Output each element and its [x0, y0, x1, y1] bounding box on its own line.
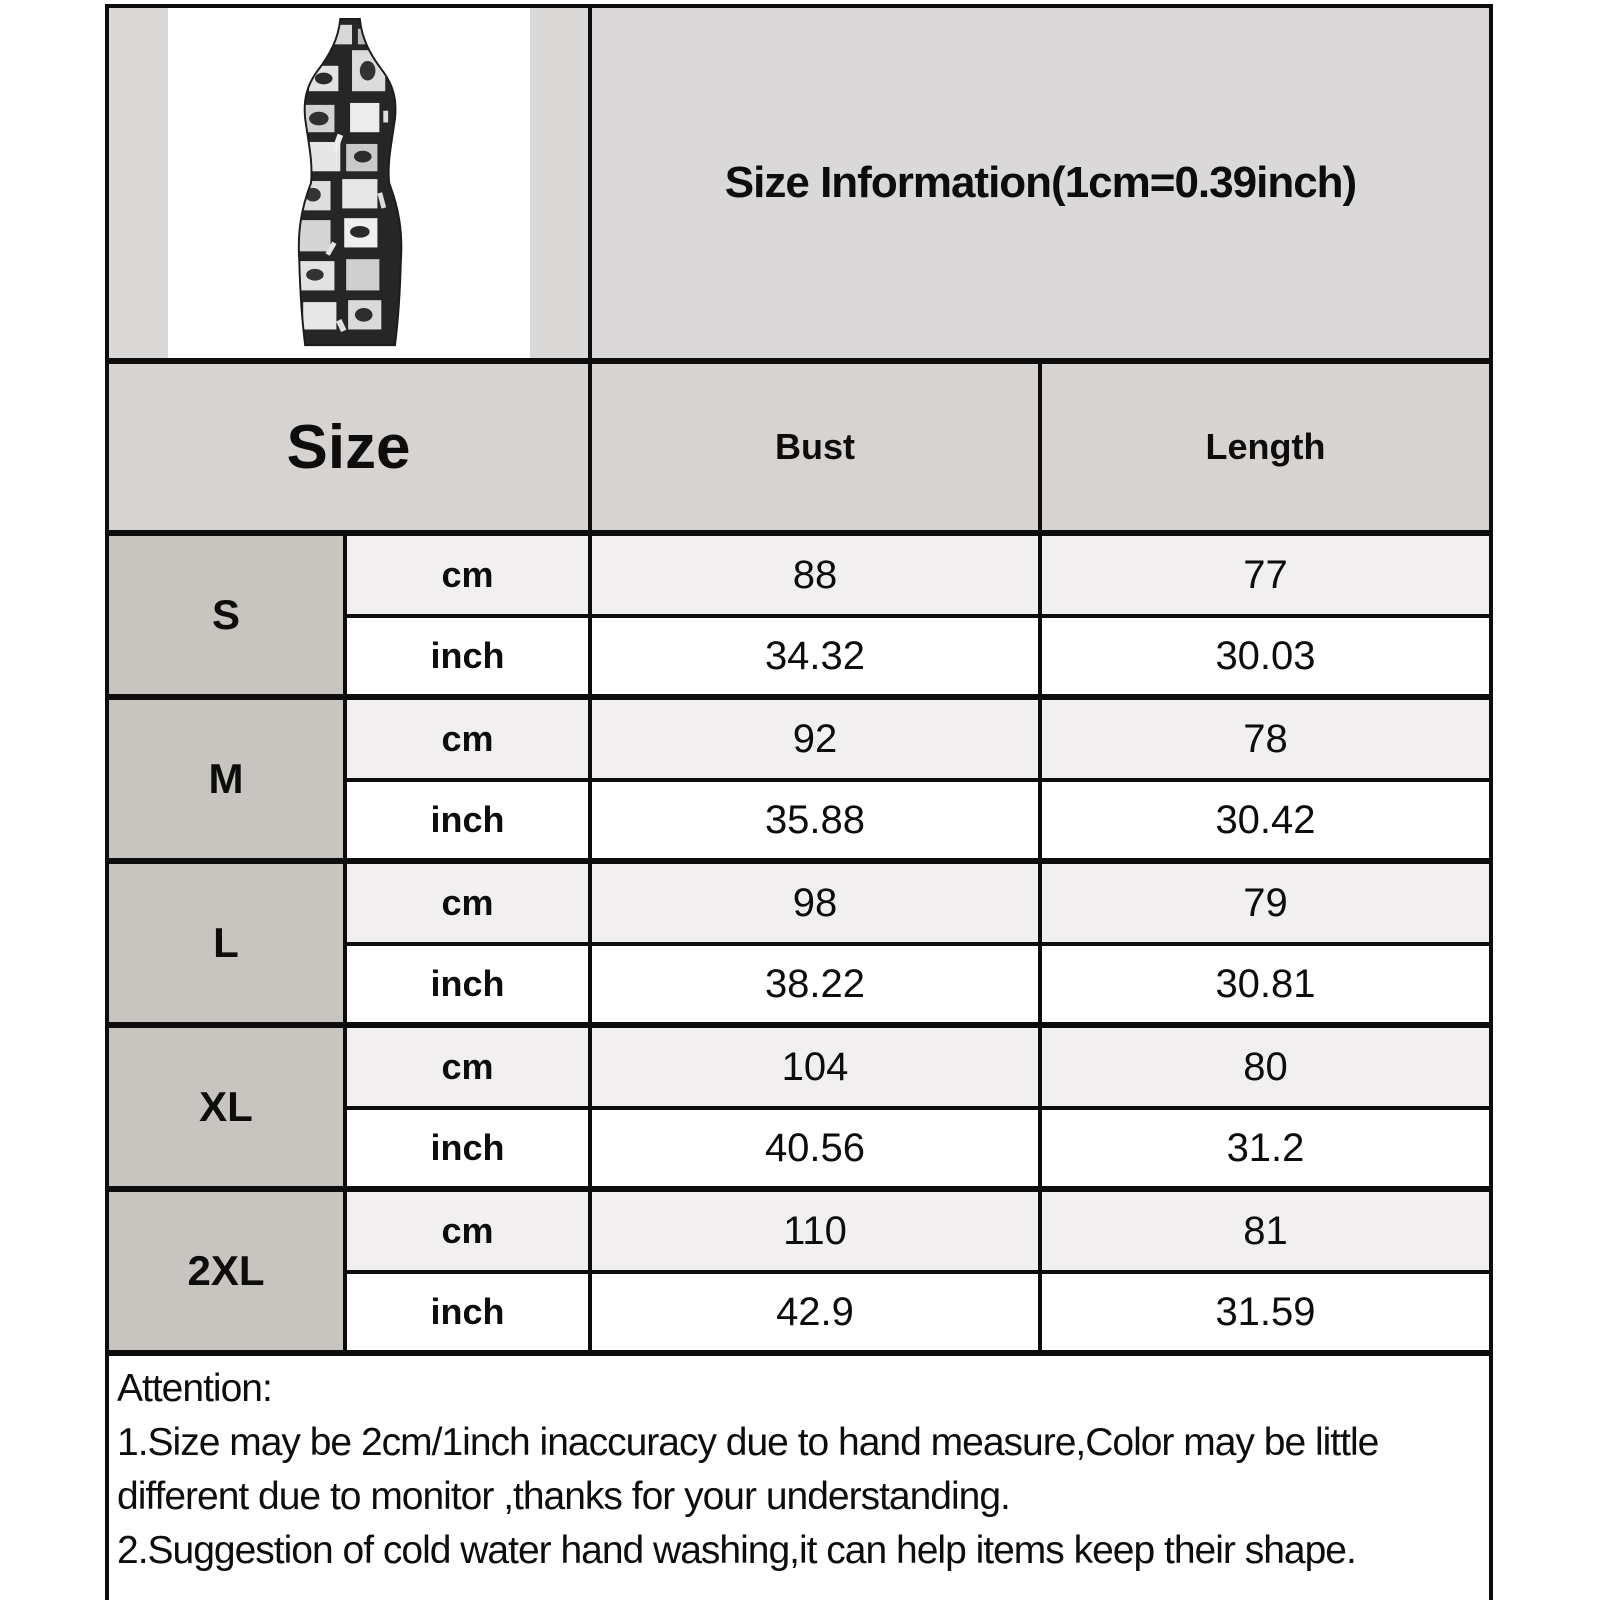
- unit-label: cm: [441, 1046, 494, 1087]
- header-bust-cell: [592, 364, 1042, 536]
- unit-cell-inch-s: [347, 618, 592, 700]
- product-photo-cell: [109, 8, 592, 364]
- unit-label: inch: [430, 799, 505, 840]
- size-label-cell-m: [109, 700, 347, 864]
- length-cm-l-cell: [1042, 864, 1489, 946]
- unit-cell-inch-2xl: [347, 1274, 592, 1356]
- unit-label: inch: [430, 963, 505, 1004]
- bust-inch-s: 34.32: [764, 633, 866, 678]
- attention-note-1: 1.Size may be 2cm/1inch inaccuracy due to hand measure,Color may be little different due to monitor ,thanks for your understanding.: [117, 1421, 1379, 1518]
- bust-inch-l-cell: [592, 946, 1042, 1028]
- bust-cm-xl: 104: [781, 1044, 849, 1089]
- unit-cell-inch-xl: [347, 1110, 592, 1192]
- product-photo: [168, 8, 530, 358]
- bust-cm-xl-cell: [592, 1028, 1042, 1110]
- title-cell: [592, 8, 1489, 364]
- unit-label: inch: [430, 635, 505, 676]
- length-inch-l-cell: [1042, 946, 1489, 1028]
- unit-label: cm: [441, 1210, 494, 1251]
- bust-inch-2xl-cell: [592, 1274, 1042, 1356]
- unit-cell-cm-2xl: [347, 1192, 592, 1274]
- dress-photo: [270, 17, 426, 349]
- unit-cell-inch-l: [347, 946, 592, 1028]
- bust-cm-l-cell: [592, 864, 1042, 946]
- size-label-cell-2xl: [109, 1192, 347, 1356]
- bust-inch-l: 38.22: [764, 961, 866, 1006]
- length-cm-s-cell: [1042, 536, 1489, 618]
- bust-cm-2xl-cell: [592, 1192, 1042, 1274]
- attention-heading: Attention:: [117, 1367, 272, 1410]
- size-info-title: Size Information(1cm=0.39inch): [724, 158, 1357, 207]
- size-label-xl: XL: [199, 1083, 253, 1130]
- bust-inch-m: 35.88: [764, 797, 866, 842]
- bust-cm-m: 92: [792, 716, 838, 761]
- length-inch-2xl-cell: [1042, 1274, 1489, 1356]
- size-label-s: S: [211, 591, 240, 638]
- bust-cm-l: 98: [792, 880, 838, 925]
- size-label-m: M: [208, 755, 244, 802]
- length-cm-xl: 80: [1243, 1044, 1288, 1089]
- header-bust-label: Bust: [775, 426, 855, 467]
- bust-cm-2xl: 110: [783, 1208, 847, 1253]
- unit-label: cm: [441, 882, 494, 923]
- length-cm-m: 78: [1243, 716, 1288, 761]
- bust-inch-xl-cell: [592, 1110, 1042, 1192]
- bust-cm-m-cell: [592, 700, 1042, 782]
- size-label-l: L: [213, 919, 239, 966]
- length-inch-m: 30.42: [1215, 797, 1316, 842]
- length-cm-s: 77: [1243, 552, 1288, 597]
- bust-inch-2xl: 42.9: [776, 1289, 854, 1334]
- bust-inch-xl: 40.56: [764, 1125, 866, 1170]
- header-length-cell: [1042, 364, 1489, 536]
- length-cm-m-cell: [1042, 700, 1489, 782]
- size-label-2xl: 2XL: [187, 1247, 265, 1294]
- size-label-cell-xl: [109, 1028, 347, 1192]
- length-inch-l: 30.81: [1215, 961, 1316, 1006]
- attention-section: [109, 1356, 1489, 1600]
- size-label-cell-l: [109, 864, 347, 1028]
- header-size-label: Size: [286, 412, 411, 482]
- size-chart-table: [105, 4, 1493, 1600]
- header-length-label: Length: [1205, 426, 1326, 467]
- bust-cm-s-cell: [592, 536, 1042, 618]
- length-inch-s: 30.03: [1215, 633, 1316, 678]
- header-size-cell: [109, 364, 592, 536]
- length-cm-2xl: 81: [1243, 1208, 1288, 1253]
- length-inch-m-cell: [1042, 782, 1489, 864]
- length-inch-xl: 31.2: [1226, 1125, 1305, 1170]
- bust-inch-s-cell: [592, 618, 1042, 700]
- length-inch-s-cell: [1042, 618, 1489, 700]
- unit-cell-cm-l: [347, 864, 592, 946]
- unit-cell-cm-s: [347, 536, 592, 618]
- size-label-cell-s: [109, 536, 347, 700]
- unit-label: cm: [441, 554, 494, 595]
- bust-inch-m-cell: [592, 782, 1042, 864]
- length-cm-l: 79: [1243, 880, 1288, 925]
- length-cm-xl-cell: [1042, 1028, 1489, 1110]
- length-inch-2xl: 31.59: [1215, 1289, 1316, 1334]
- unit-cell-inch-m: [347, 782, 592, 864]
- unit-cell-cm-m: [347, 700, 592, 782]
- unit-label: inch: [430, 1127, 505, 1168]
- unit-label: inch: [430, 1291, 505, 1332]
- unit-cell-cm-xl: [347, 1028, 592, 1110]
- length-inch-xl-cell: [1042, 1110, 1489, 1192]
- bust-cm-s: 88: [792, 552, 838, 597]
- attention-note-2: 2.Suggestion of cold water hand washing,it can help items keep their shape.: [117, 1529, 1356, 1572]
- unit-label: cm: [441, 718, 494, 759]
- length-cm-2xl-cell: [1042, 1192, 1489, 1274]
